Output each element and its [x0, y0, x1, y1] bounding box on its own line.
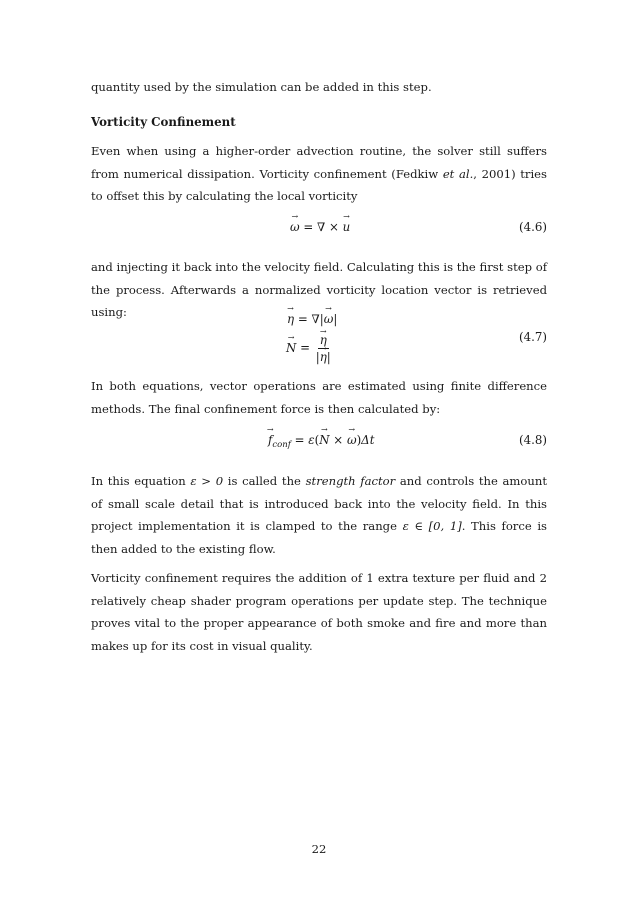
equation-number-4-6: (4.6) — [519, 220, 547, 234]
page-number: 22 — [311, 842, 327, 856]
n-vector-4-8: → N — [319, 433, 329, 447]
paragraph-4-text-a: In this equation — [91, 474, 191, 488]
abs-close: | — [333, 312, 338, 326]
fraction-eta-vector: → η — [320, 333, 327, 347]
citation-et-al: et al. — [442, 166, 474, 181]
epsilon-symbol: ε — [308, 433, 315, 447]
paren-open: ( — [314, 433, 320, 447]
paragraph-4-text-b: is called the — [223, 474, 306, 488]
paragraph-5-text: Vorticity confinement requires the addition of 1 extra texture per fluid and 2 relatively cheap shader program operations per update step. The technique proves vital to the proper appearance of both smoke and fire and more than makes up for its cost in visual quality. — [91, 571, 547, 653]
omega-vector-4-8: → ω — [347, 433, 357, 447]
equation-4-7 — [91, 312, 547, 368]
curl-operator: = ∇ × — [299, 220, 343, 234]
equation-4-8-body — [268, 433, 374, 450]
strength-factor-term: strength factor — [305, 474, 396, 488]
equation-4-7-line-1 — [287, 312, 337, 326]
paragraph-3 — [91, 375, 547, 420]
abs-close-den: | — [326, 350, 331, 364]
paragraph-2-text: and injecting it back into the velocity field. Calculating this is the first step of the process. Afterwards a normalized vorticity location vector is retrieved using: — [91, 260, 547, 319]
paragraph-4-text-d: . This force is then added to the existing flow. — [91, 519, 547, 556]
paragraph-3-text: In both equations, vector operations are estimated using finite difference methods. The final confinement force is then calculated by: — [91, 379, 547, 416]
paragraph-4 — [91, 470, 547, 560]
intro-line — [91, 76, 547, 99]
n-vector: → N — [286, 341, 296, 355]
paragraph-4-text-c: and controls the amount of small scale detail that is introduced back into the velocity field. In this project implementation it is clamped to the range — [91, 474, 547, 533]
equation-number-4-8: (4.8) — [519, 433, 547, 447]
epsilon-condition: ε > 0 — [190, 474, 224, 488]
delta-t: Δt — [361, 433, 375, 447]
normalization-fraction — [316, 333, 331, 364]
gradient-operator: = ∇| — [294, 312, 324, 326]
denominator-eta-vector: → η — [320, 350, 327, 364]
paren-close: ) — [356, 433, 362, 447]
paragraph-1-text-2: , 2001) tries to offset this by calculating the local vorticity — [91, 166, 547, 203]
equation-4-6-body — [290, 220, 350, 234]
vorticity-vector: → ω — [290, 220, 300, 234]
paragraph-1-text: Even when using a higher-order advection routine, the solver still suffers from numerical dissipation. Vorticity confinement (Fedkiw — [91, 144, 547, 181]
fraction-denominator — [316, 349, 331, 364]
force-vector: → f — [268, 433, 272, 447]
paragraph-1 — [91, 140, 547, 208]
velocity-vector: → u — [343, 220, 351, 234]
abs-open-den: | — [315, 350, 320, 364]
force-subscript: conf — [272, 440, 291, 450]
intro-text: quantity used by the simulation can be added in this step. — [91, 80, 432, 94]
equals-sign-4-8: = — [290, 433, 309, 447]
cross-operator: × — [329, 433, 347, 447]
equals-sign: = — [296, 340, 314, 355]
omega-vector: → ω — [324, 312, 334, 326]
paragraph-5 — [91, 567, 547, 657]
equation-4-7-line-2 — [286, 333, 331, 364]
section-heading: Vorticity Confinement — [91, 115, 236, 129]
eta-vector: → η — [287, 312, 294, 326]
epsilon-range: ε ∈ [0, 1] — [402, 519, 462, 533]
equation-number-4-7: (4.7) — [519, 330, 547, 344]
